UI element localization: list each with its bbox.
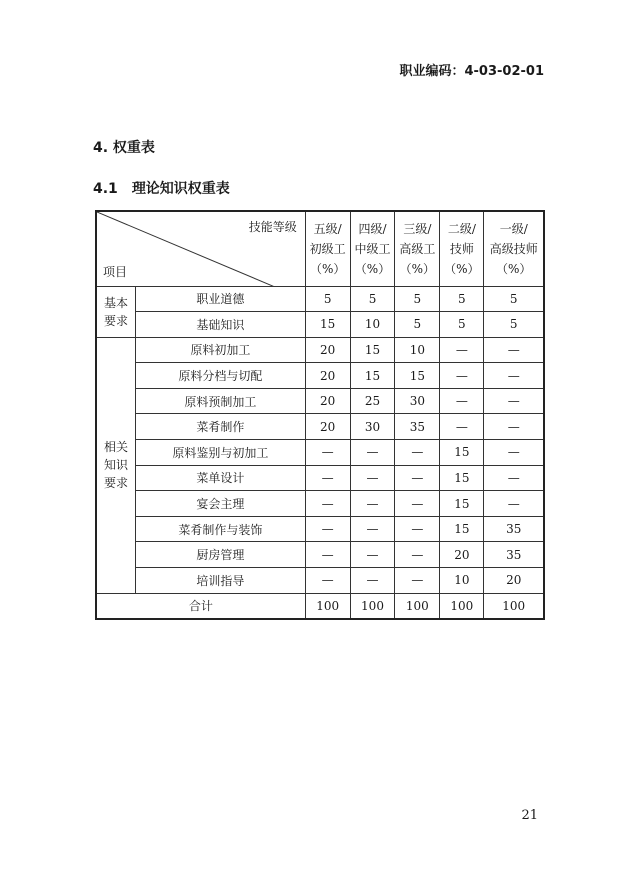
weight-value-cell: — — [305, 516, 350, 542]
weight-value-cell: 35 — [395, 414, 440, 440]
weight-value-cell: 10 — [350, 312, 395, 338]
level-header-line2: 初级工 — [309, 241, 346, 256]
weight-value-cell: 30 — [350, 414, 395, 440]
weight-value-cell: 20 — [305, 414, 350, 440]
weight-value-cell: 15 — [350, 363, 395, 389]
level-header-line1: 三级/ — [403, 221, 432, 236]
level-header-line3: （%） — [399, 261, 436, 276]
weight-value-cell: — — [440, 337, 484, 363]
level-header-line2: 技师 — [449, 241, 474, 256]
subsection-title — [93, 178, 230, 198]
category-label-line: 要求 — [103, 313, 128, 328]
weight-value-cell: — — [395, 568, 440, 594]
level-header-line2: 中级工 — [354, 241, 391, 256]
item-name-cell: 厨房管理 — [136, 542, 306, 568]
level-header-line3: （%） — [354, 261, 391, 276]
weight-value-cell: 15 — [305, 312, 350, 338]
weight-value-cell: 5 — [395, 286, 440, 312]
table-row — [96, 337, 544, 363]
subsection-label: 理论知识权重表 — [131, 181, 230, 197]
table-row — [96, 568, 544, 594]
weight-value-cell: — — [350, 516, 395, 542]
weight-value-cell: — — [395, 516, 440, 542]
weight-value-cell: 35 — [484, 516, 544, 542]
total-row — [96, 593, 544, 619]
table-row — [96, 286, 544, 312]
level-header-line2: 高级技师 — [489, 241, 538, 256]
table-row — [96, 491, 544, 517]
weight-value-cell: 10 — [395, 337, 440, 363]
weight-value-cell: — — [484, 491, 544, 517]
level-header-line1: 五级/ — [313, 221, 342, 236]
table-row — [96, 440, 544, 466]
occupation-code: 职业编码：4-03-02-01 — [399, 64, 544, 79]
table-corner-cell — [96, 211, 305, 286]
weight-value-cell: 30 — [395, 388, 440, 414]
weight-value-cell: 20 — [440, 542, 484, 568]
table-row — [96, 542, 544, 568]
total-value-cell: 100 — [350, 593, 395, 619]
corner-top-label: 技能等级 — [248, 220, 297, 234]
weight-value-cell: 5 — [440, 286, 484, 312]
weight-value-cell: — — [484, 440, 544, 466]
level-header-line2: 高级工 — [399, 241, 436, 256]
total-value-cell: 100 — [395, 593, 440, 619]
category-label-line: 基本 — [103, 295, 128, 310]
item-name-cell: 基础知识 — [136, 312, 306, 338]
weight-value-cell: 25 — [350, 388, 395, 414]
table-row — [96, 312, 544, 338]
level-header-line3: （%） — [496, 261, 532, 276]
weight-value-cell: — — [350, 568, 395, 594]
total-label-cell: 合计 — [96, 593, 305, 619]
theory-weight-table — [95, 210, 545, 620]
weight-value-cell: 15 — [440, 491, 484, 517]
item-name-cell: 菜单设计 — [136, 465, 306, 491]
weight-value-cell: — — [350, 491, 395, 517]
weight-value-cell: 5 — [305, 286, 350, 312]
weight-value-cell: 5 — [484, 312, 544, 338]
table-row — [96, 388, 544, 414]
weight-value-cell: — — [350, 542, 395, 568]
weight-value-cell: 15 — [350, 337, 395, 363]
level-header-0 — [305, 211, 350, 286]
total-value-cell: 100 — [440, 593, 484, 619]
weight-value-cell: — — [484, 388, 544, 414]
weight-value-cell: — — [305, 542, 350, 568]
weight-value-cell: — — [484, 414, 544, 440]
level-header-line1: 一级/ — [499, 221, 528, 236]
table-row — [96, 465, 544, 491]
weight-value-cell: 5 — [484, 286, 544, 312]
table-row — [96, 414, 544, 440]
weight-value-cell: — — [305, 465, 350, 491]
item-name-cell: 菜肴制作 — [136, 414, 306, 440]
weight-value-cell: — — [440, 414, 484, 440]
item-name-cell: 原料初加工 — [136, 337, 306, 363]
subsection-number: 4.1 — [93, 181, 118, 197]
weight-value-cell: — — [440, 363, 484, 389]
weight-value-cell: — — [395, 440, 440, 466]
level-header-1 — [350, 211, 395, 286]
weight-value-cell: 5 — [395, 312, 440, 338]
item-name-cell: 原料预制加工 — [136, 388, 306, 414]
category-cell — [96, 337, 136, 593]
weight-value-cell: — — [484, 363, 544, 389]
table-row — [96, 363, 544, 389]
weight-value-cell: 5 — [440, 312, 484, 338]
weight-value-cell: 15 — [440, 440, 484, 466]
category-label-line: 知识 — [103, 458, 128, 473]
weight-value-cell: 20 — [305, 388, 350, 414]
item-name-cell: 原料分档与切配 — [136, 363, 306, 389]
weight-value-cell: — — [484, 465, 544, 491]
weight-value-cell: — — [395, 491, 440, 517]
weight-value-cell: 20 — [484, 568, 544, 594]
total-value-cell: 100 — [484, 593, 544, 619]
table-row — [96, 516, 544, 542]
weight-value-cell: 5 — [350, 286, 395, 312]
level-header-3 — [440, 211, 484, 286]
level-header-4 — [484, 211, 544, 286]
category-label-line: 相关 — [103, 440, 128, 455]
page-number: 21 — [521, 808, 538, 823]
weight-value-cell: — — [305, 568, 350, 594]
category-cell — [96, 286, 136, 337]
weight-value-cell: 20 — [305, 337, 350, 363]
weight-value-cell: — — [305, 491, 350, 517]
weight-value-cell: — — [350, 465, 395, 491]
weight-value-cell: 20 — [305, 363, 350, 389]
weight-value-cell: — — [395, 465, 440, 491]
corner-bottom-label: 项目 — [103, 264, 128, 279]
table-header-row — [96, 211, 544, 286]
item-name-cell: 菜肴制作与装饰 — [136, 516, 306, 542]
weight-value-cell: — — [305, 440, 350, 466]
level-header-line1: 二级/ — [447, 221, 476, 236]
weight-value-cell: 15 — [440, 516, 484, 542]
weight-value-cell: 35 — [484, 542, 544, 568]
item-name-cell: 培训指导 — [136, 568, 306, 594]
total-value-cell: 100 — [305, 593, 350, 619]
item-name-cell: 职业道德 — [136, 286, 306, 312]
weight-value-cell: — — [484, 337, 544, 363]
weight-value-cell: — — [350, 440, 395, 466]
section-title: 4. 权重表 — [93, 140, 155, 156]
level-header-line3: （%） — [444, 261, 480, 276]
weight-value-cell: — — [440, 388, 484, 414]
level-header-2 — [395, 211, 440, 286]
item-name-cell: 原料鉴别与初加工 — [136, 440, 306, 466]
weight-value-cell: — — [395, 542, 440, 568]
item-name-cell: 宴会主理 — [136, 491, 306, 517]
level-header-line3: （%） — [309, 261, 346, 276]
category-label-line: 要求 — [103, 476, 128, 491]
weight-value-cell: 10 — [440, 568, 484, 594]
level-header-line1: 四级/ — [358, 221, 387, 236]
weight-value-cell: 15 — [395, 363, 440, 389]
weight-value-cell: 15 — [440, 465, 484, 491]
